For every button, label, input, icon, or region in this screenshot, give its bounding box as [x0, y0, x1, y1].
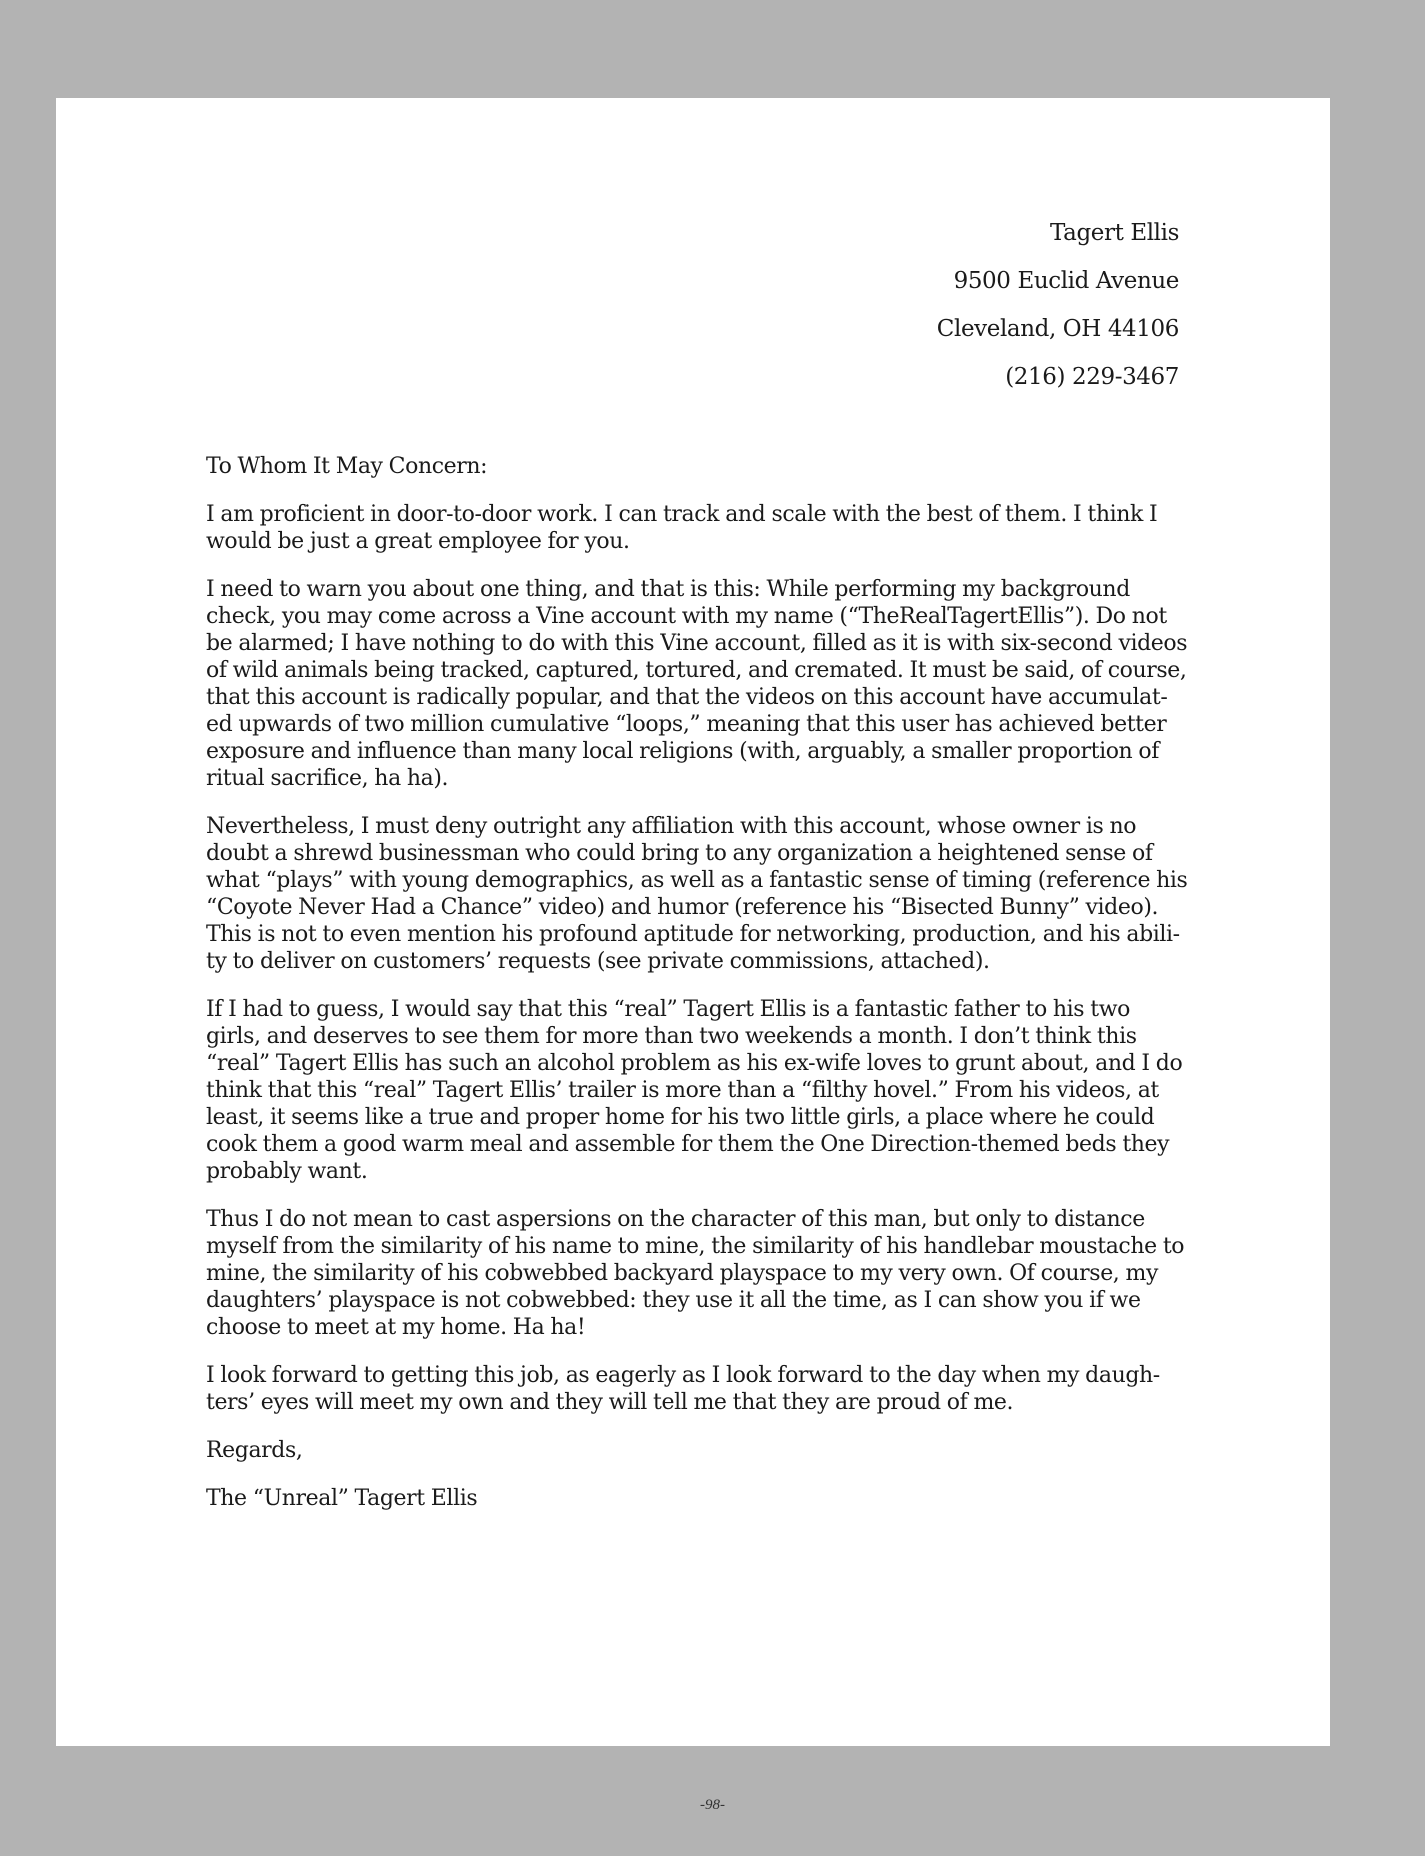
letter-body [206, 453, 1189, 1512]
sender-street: 9500 Euclid Avenue [953, 268, 1179, 294]
paragraph: Nevertheless, I must deny outright any affiliation with this account, whose owner is no doubt a shrewd businessman who could bring to any organization a heightened sense of what “plays” with young demographics, as well as a fantastic sense of timing (reference his “Coyote Never Had a Chance” video) and humor (reference his “Bisected Bunny” video). This is not to even mention his profound aptitude for networking, production, and his abili-ty to deliver on customers’ requests (see private commissions, attached). [206, 814, 1188, 974]
paragraph: Thus I do not mean to cast aspersions on the character of this man, but only to distance myself from the similarity of his name to mine, the similarity of his handlebar moustache to mine, the similarity of his cobwebbed backyard playspace to my very own. Of course, my daughters’ playspace is not cobwebbed: they use it all the time, as I can show you if we choose to meet at my home. Ha ha! [206, 1207, 1185, 1340]
sender-phone: (216) 229-3467 [1005, 364, 1179, 390]
sender-name: Tagert Ellis [1049, 220, 1179, 246]
paragraph: I am proficient in door-to-door work. I can track and scale with the best of them. I think I would be just a great employee for you. [206, 502, 1158, 554]
salutation: To Whom It May Concern: [206, 454, 488, 479]
paragraph: I look forward to getting this job, as eagerly as I look forward to the day when my daugh-ters’ eyes will meet my own and they will tell me that they are proud of me. [206, 1363, 1160, 1415]
paragraph: If I had to guess, I would say that this “real” Tagert Ellis is a fantastic father to his two girls, and deserves to see them for more than two weekends a month. I don’t think this “real” Tagert Ellis has such an alcohol problem as his ex-wife loves to grunt about, and I do think that this “real” Tagert Ellis’ trailer is more than a “filthy hovel.” From his videos, at least, it seems like a true and proper home for his two little girls, a place where he could cook them a good warm meal and assemble for them the One Direction-themed beds they probably want. [206, 997, 1183, 1184]
signature: The “Unreal” Tagert Ellis [206, 1486, 478, 1511]
sender-address-block [937, 209, 1179, 401]
document-page [56, 98, 1330, 1746]
closing: Regards, [206, 1438, 303, 1463]
sender-city: Cleveland, OH 44106 [936, 316, 1179, 342]
paragraph: I need to warn you about one thing, and that is this: While performing my background check, you may come across a Vine account with my name (“TheRealTagertEllis”). Do not be alarmed; I have nothing to do with this Vine account, filled as it is with six-second videos of wild animals being tracked, captured, tortured, and cremated. It must be said, of course, that this account is radically popular, and that the videos on this account have accumulat-ed upwards of two million cumulative “loops,” meaning that this user has achieved better exposure and influence than many local religions (with, arguably, a smaller proportion of ritual sacrifice, ha ha). [206, 577, 1188, 791]
page-number: -98- [700, 1797, 725, 1813]
